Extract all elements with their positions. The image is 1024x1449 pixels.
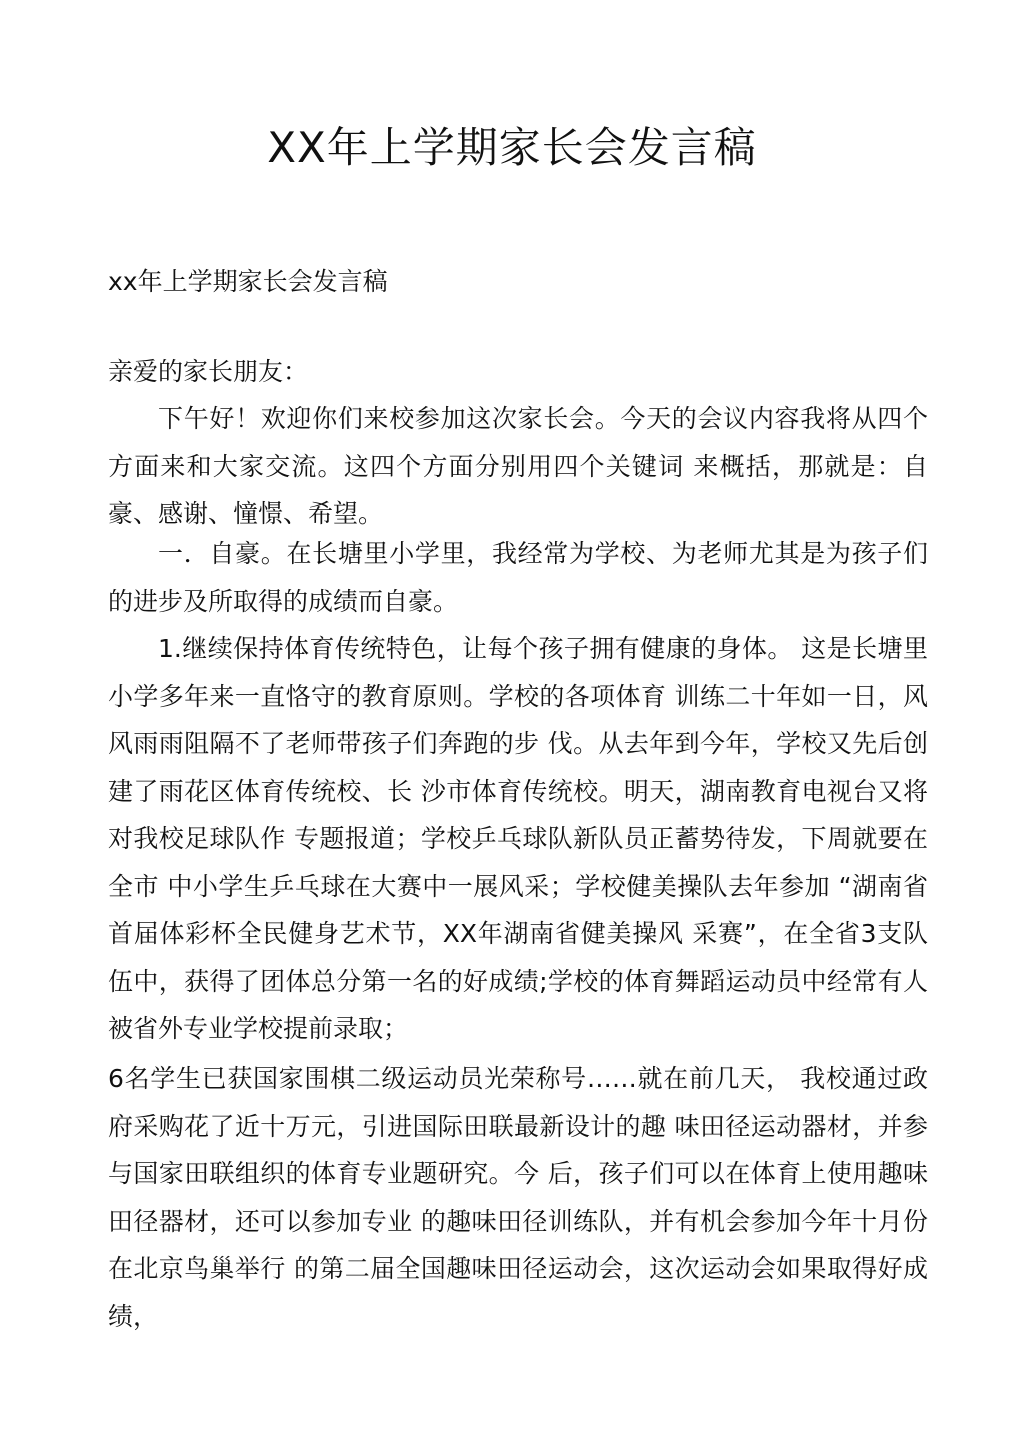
document-title: XX年上学期家长会发言稿: [267, 123, 757, 172]
paragraph-pride-heading: 一．自豪。在长塘里小学里，我经常为学校、为老师尤其是为孩子们的进步及所取得的成绩而自豪。: [108, 539, 928, 616]
document-subtitle: xx年上学期家长会发言稿: [108, 267, 388, 296]
paragraph-go-and-athletics: 6名学生已获国家围棋二级运动员光荣称号……就在前几天， 我校通过政府采购花了近十万元，引进国际田联最新设计的趣 味田径运动器材，并参与国家田联组织的体育专业题研究。今 后，孩子们可以在体育上使用趣味田径器材，还可以参加专业 的趣味田径训练队，并有机会参加今年十月份在北京鸟巢举行 的第二届全国趣味田径运动会，这次运动会如果取得好成绩，: [108, 1064, 928, 1331]
salutation: 亲爱的家长朋友：: [108, 357, 309, 386]
paragraph-greeting: 下午好！欢迎你们来校参加这次家长会。今天的会议内容我将从四个方面来和大家交流。这四个方面分别用四个关键词 来概括，那就是：自豪、感谢、憧憬、希望。: [108, 404, 928, 528]
paragraph-sports-tradition: 1.继续保持体育传统特色，让每个孩子拥有健康的身体。 这是长塘里小学多年来一直恪守的教育原则。学校的各项体育 训练二十年如一日，风风雨雨阻隔不了老师带孩子们奔跑的步 伐。从去年到今年，学校又先后创建了雨花区体育传统校、长 沙市体育传统校。明天，湖南教育电视台又将对我校足球队作 专题报道；学校乒乓球队新队员正蓄势待发，下周就要在全市 中小学生乒乓球在大赛中一展风采；学校健美操队去年参加 “湖南省首届体彩杯全民健身艺术节，XX年湖南省健美操风 采赛”，在全省3支队伍中，获得了团体总分第一名的好成绩;学校的体育舞蹈运动员中经常有人被省外专业学校提前录取；: [108, 634, 928, 1043]
